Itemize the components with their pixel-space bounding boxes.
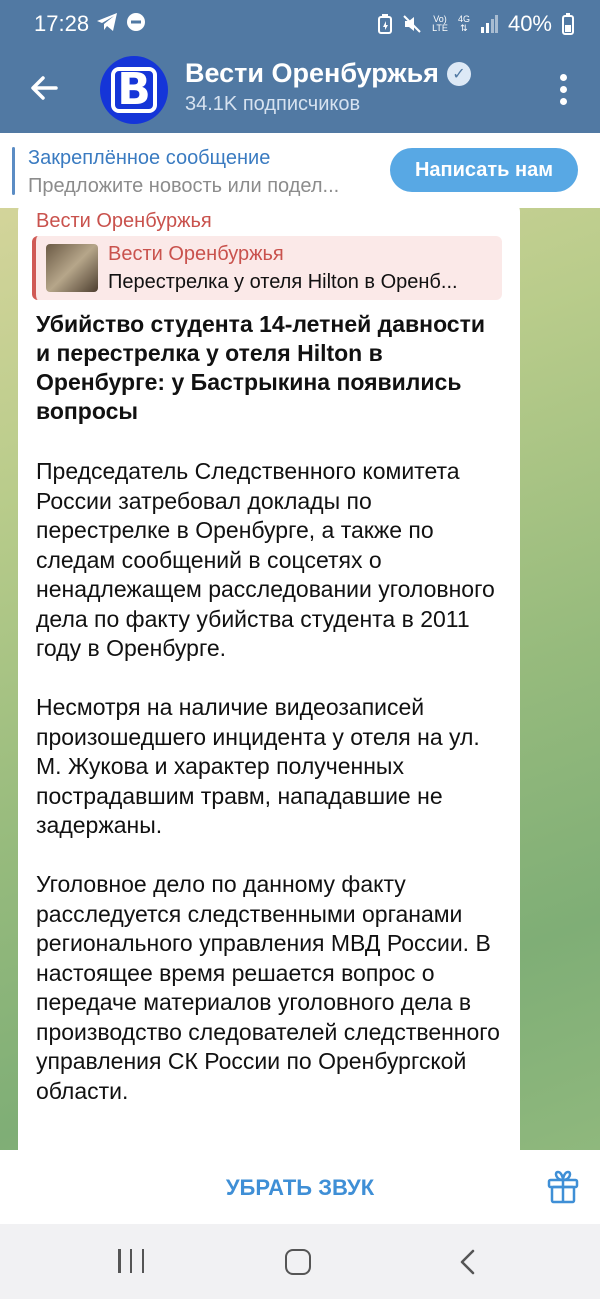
subscriber-count: 34.1K подписчиков — [185, 93, 361, 115]
message-paragraph: Несмотря на наличие видеозаписей произошедшего инцидента у отеля на ул. М. Жукова и характер полученных пострадавшим травм, нападавшие не задержаны. — [36, 694, 480, 838]
status-time: 17:28 — [34, 11, 90, 36]
system-nav-bar — [0, 1224, 600, 1299]
volte-indicator: Vo) LTE — [432, 14, 448, 33]
signal-icon — [480, 15, 498, 33]
channel-name: Вести Оренбуржья — [185, 58, 439, 88]
message-paragraph: Уголовное дело по данному факту расследуется следственными органами регионального управления МВД России. В настоящее время решается вопрос о передаче материалов уголовного дела в производство следователей следственного управления СК России по Оренбургской области. — [36, 871, 500, 1104]
message-paragraph: Председатель Следственного комитета России затребовал доклады по перестрелке в Оренбурге, а также по следам сообщений в соцсетях о ненадлежащем расследовании уголовного дела по факту убийства студента в 2011 году в Оренбурге. — [36, 458, 495, 661]
mute-vibrate-icon — [402, 14, 422, 34]
pinned-text: Предложите новость или подел... — [28, 175, 340, 197]
channel-info[interactable] — [185, 58, 471, 116]
chat-header — [0, 50, 600, 133]
status-left-icons — [96, 12, 146, 32]
write-us-button[interactable]: Написать нам — [390, 148, 578, 192]
message-bubble[interactable] — [18, 208, 520, 1150]
avatar-logo: B — [111, 67, 157, 113]
message-body — [36, 457, 506, 1136]
channel-title — [185, 58, 471, 89]
mute-button[interactable]: УБРАТЬ ЗВУК — [180, 1168, 420, 1208]
status-right-icons — [378, 11, 574, 37]
recent-apps-icon[interactable] — [118, 1249, 144, 1273]
reply-text: Перестрелка у отеля Hilton в Оренб... — [108, 271, 458, 293]
nav-back-icon[interactable] — [456, 1248, 480, 1276]
home-icon[interactable] — [285, 1249, 311, 1275]
battery-percent: 40% — [507, 11, 552, 36]
battery-saver-icon — [378, 14, 392, 34]
pinned-message-bar[interactable] — [0, 133, 600, 208]
reply-preview[interactable] — [32, 236, 502, 300]
do-not-disturb-icon — [126, 12, 146, 32]
battery-icon — [562, 13, 574, 35]
telegram-notification-icon — [96, 12, 118, 32]
pinned-title: Закреплённое сообщение — [28, 147, 271, 169]
gift-icon[interactable] — [546, 1168, 580, 1204]
reply-thumbnail — [46, 244, 98, 292]
message-title: Убийство студента 14-летней давности и перестрелка у отеля Hilton в Оренбурге: у Бастрыкина появились вопросы — [36, 311, 486, 424]
status-bar — [0, 0, 600, 50]
pinned-indicator — [12, 147, 15, 195]
bottom-bar — [0, 1150, 600, 1224]
reply-author: Вести Оренбуржья — [108, 243, 284, 265]
verified-badge-icon: ✓ — [447, 62, 471, 86]
back-arrow-icon[interactable] — [24, 68, 64, 108]
more-options-icon[interactable] — [560, 74, 568, 105]
top-bar — [0, 0, 600, 133]
chat-area[interactable] — [0, 208, 600, 1150]
message-sender[interactable]: Вести Оренбуржья — [36, 210, 212, 232]
channel-avatar[interactable] — [100, 56, 168, 124]
network-type: 4G ⇅ — [457, 14, 470, 33]
